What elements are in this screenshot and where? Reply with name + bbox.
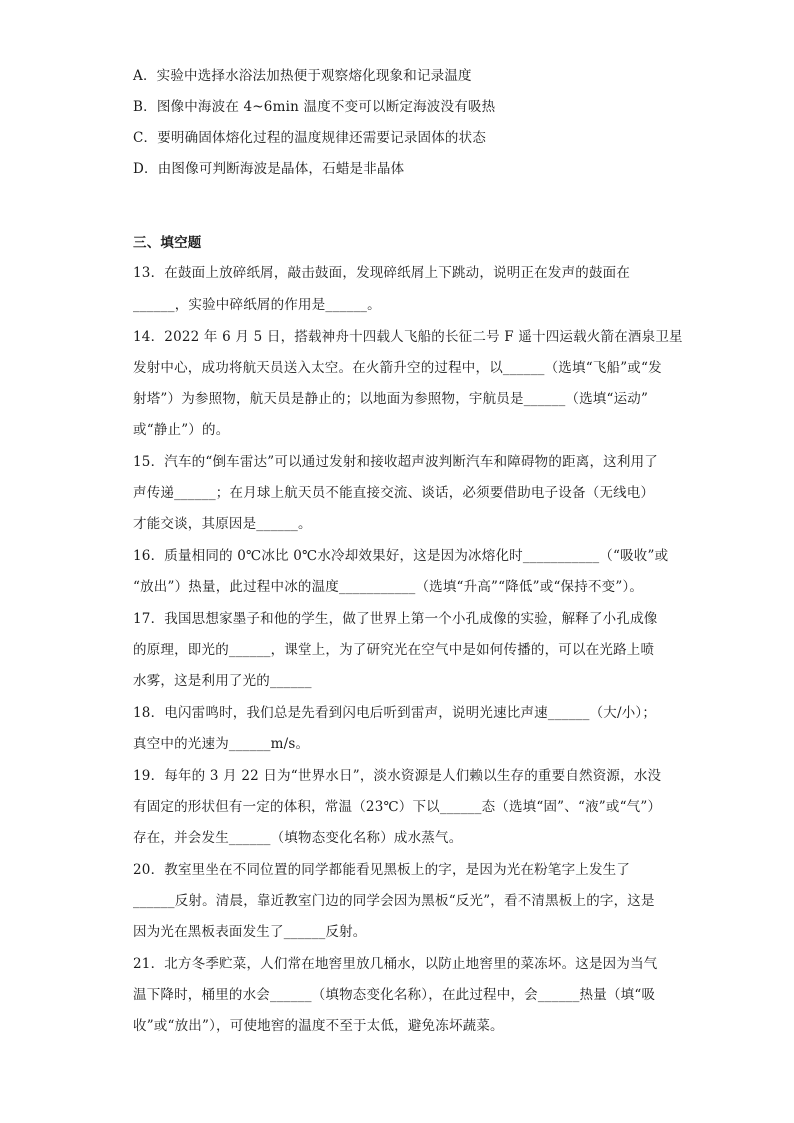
- q14-line-3: 射塔”）为参照物，航天员是静止的；以地面为参照物，宇航员是______（选填“运动”: [133, 391, 649, 407]
- q14-line-4: 或“静止”）的。: [133, 422, 230, 438]
- section-title: 三、填空题: [133, 235, 202, 251]
- q21-line-1: 21．北方冬季贮菜，人们常在地窖里放几桶水，以防止地窖里的菜冻坏。这是因为当气: [133, 956, 658, 972]
- q16-line-1: 16．质量相同的 0℃冰比 0℃水冷却效果好，这是因为冰熔化时___________（“吸收”或: [133, 548, 669, 564]
- option-d: D．由图像可判断海波是晶体，石蜡是非晶体: [133, 161, 405, 177]
- q21-line-3: 收”或“放出”），可使地窖的温度不至于太低，避免冻坏蔬菜。: [133, 1018, 504, 1034]
- q15-line-1: 15．汽车的“倒车雷达”可以通过发射和接收超声波判断汽车和障碍物的距离，这利用了: [133, 454, 658, 470]
- q15-line-2: 声传递______；在月球上航天员不能直接交流、谈话，必须要借助电子设备（无线电）: [133, 485, 655, 501]
- option-c: C．要明确固体熔化过程的温度规律还需要记录固体的状态: [133, 130, 487, 146]
- q17-line-1: 17．我国思想家墨子和他的学生，做了世界上第一个小孔成像的实验，解释了小孔成像: [133, 611, 658, 627]
- q15-line-3: 才能交谈，其原因是______。: [133, 516, 312, 532]
- q13-line-2: ______，实验中碎纸屑的作用是______。: [133, 297, 381, 313]
- q19-line-1: 19．每年的 3 月 22 日为“世界水日”，淡水资源是人们赖以生存的重要自然资源，水没: [133, 768, 662, 784]
- q20-line-3: 因为光在黑板表面发生了______反射。: [133, 924, 367, 940]
- q19-line-2: 有固定的形状但有一定的体积，常温（23℃）下以______态（选填“固”、“液”或“气”）: [133, 799, 662, 815]
- q16-line-2: “放出”）热量，此过程中冰的温度___________（选填“升高”“降低”或“保持不变”）。: [133, 579, 644, 595]
- option-a: A．实验中选择水浴法加热便于观察熔化现象和记录温度: [133, 68, 472, 84]
- q14-line-1: 14．2022 年 6 月 5 日，搭载神舟十四载人飞船的长征二号 F 遥十四运载火箭在酒泉卫星: [133, 329, 683, 345]
- q21-line-2: 温下降时，桶里的水会______（填物态变化名称），在此过程中，会______热量（填“吸: [133, 987, 656, 1003]
- q17-line-2: 的原理，即光的______，课堂上，为了研究光在空气中是如何传播的，可以在光路上喷: [133, 642, 655, 658]
- q20-line-1: 20．教室里坐在不同位置的同学都能看见黑板上的字，是因为光在粉笔字上发生了: [133, 862, 631, 878]
- q14-line-2: 发射中心，成功将航天员送入太空。在火箭升空的过程中，以______（选填“飞船”或“发: [133, 360, 662, 376]
- option-b: B．图像中海波在 4~6min 温度不变可以断定海波没有吸热: [133, 99, 496, 115]
- q19-line-3: 存在，并会发生______（填物态变化名称）成水蒸气。: [133, 830, 463, 846]
- q13-line-1: 13．在鼓面上放碎纸屑，敲击鼓面，发现碎纸屑上下跳动，说明正在发声的鼓面在: [133, 265, 631, 281]
- q18-line-2: 真空中的光速为______m/s。: [133, 736, 310, 752]
- q20-line-2: ______反射。清晨，靠近教室门边的同学会因为黑板“反光”，看不清黑板上的字，这是: [133, 893, 655, 909]
- q18-line-1: 18．电闪雷鸣时，我们总是先看到闪电后听到雷声，说明光速比声速______（大/小）；: [133, 705, 657, 721]
- q17-line-3: 水雾，这是利用了光的______: [133, 673, 312, 689]
